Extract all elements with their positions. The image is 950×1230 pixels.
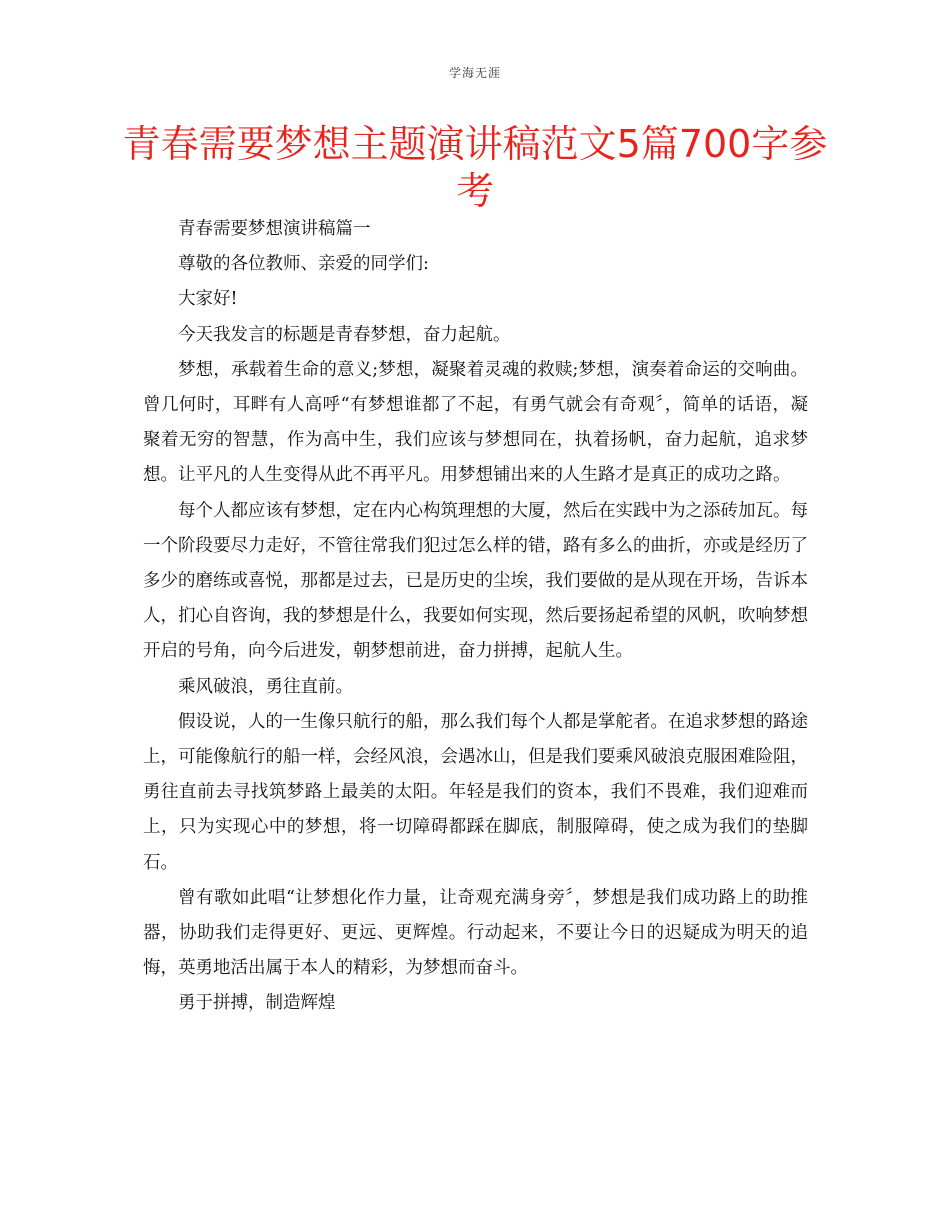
- paragraph: 今天我发言的标题是青春梦想，奋力起航。: [178, 324, 511, 345]
- document-body: [143, 212, 808, 1022]
- header-note: 学海无涯: [448, 66, 501, 80]
- paragraph: 假设说，人的一生像只航行的船，那么我们每个人都是掌舵者。在追求梦想的路途上，可能像航行的船一样，会经风浪，会遇冰山，但是我们要乘风破浪克服困难险阻，勇往直前去寻找筑梦路上最美的太阳。年轻是我们的资本，我们不畏难，我们迎难而上，只为实现心中的梦想，将一切障碍都踩在脚底，制服障碍，使之成为我们的垫脚石。: [143, 711, 808, 873]
- paragraph: 每个人都应该有梦想，定在内心构筑理想的大厦，然后在实践中为之添砖加瓦。每一个阶段要尽力走好，不管往常我们犯过怎么样的错，路有多么的曲折，亦或是经历了多少的磨练或喜悦，那都是过去，已是历史的尘埃，我们要做的是从现在开场，告诉本人，扪心自咨询，我的梦想是什么，我要如何实现，然后要扬起希望的风帆，吹响梦想开启的号角，向今后进发，朝梦想前进，奋力拼搏，起航人生。: [143, 500, 808, 662]
- page-title: 青春需要梦想主题演讲稿范文5篇700字参考: [122, 122, 828, 213]
- paragraph: 曾有歌如此唱“让梦想化作力量，让奇观充满身旁〞，梦想是我们成功路上的助推器，协助我们走得更好、更远、更辉煌。行动起来，不要让今日的迟疑成为明天的追悔，英勇地活出属于本人的精彩，为梦想而奋斗。: [143, 887, 808, 979]
- paragraph: 大家好!: [178, 289, 238, 310]
- paragraph: 尊敬的各位教师、亲爱的同学们:: [178, 254, 429, 275]
- paragraph: 青春需要梦想演讲稿篇一: [178, 219, 371, 239]
- paragraph: 乘风破浪，勇往直前。: [178, 676, 353, 697]
- paragraph: 梦想，承载着生命的意义;梦想，凝聚着灵魂的救赎;梦想，演奏着命运的交响曲。曾几何时，耳畔有人高呼“有梦想谁都了不起，有勇气就会有奇观〞，简单的话语，凝聚着无穷的智慧，作为高中生，我们应该与梦想同在，执着扬帆，奋力起航，追求梦想。让平凡的人生变得从此不再平凡。用梦想铺出来的人生路才是真正的成功之路。: [143, 359, 808, 486]
- paragraph: 勇于拼搏，制造辉煌: [178, 993, 336, 1014]
